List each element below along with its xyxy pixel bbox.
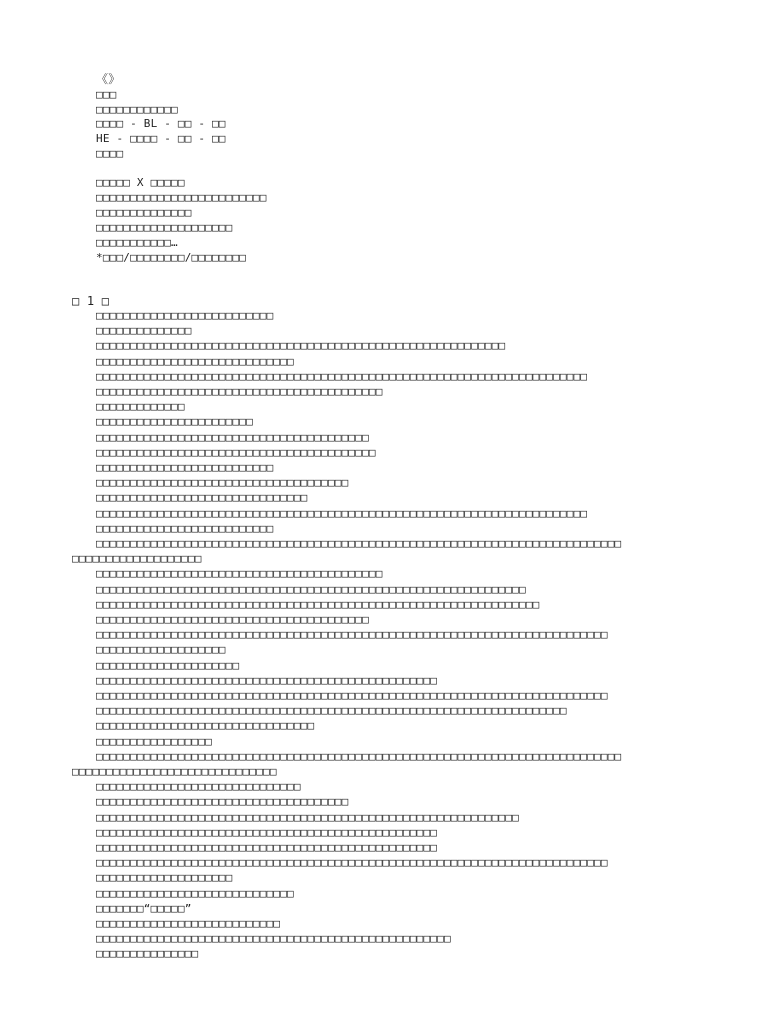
paragraph-line: □□□□□□□□□□□□□	[96, 400, 185, 414]
paragraph-line: □□□□□□□□□□□□□□	[96, 324, 192, 338]
summary-line: □□□□□ X □□□□□	[96, 176, 185, 189]
paragraph-line: □□□□□□□□□□□□□□□□□□□□□□□□□□□□□□□□□□□□□□□□□□□□□□□□□□□□□□□□□□□□□□□□□	[96, 597, 540, 611]
paragraph-line: □□□□□□□□□□□□□□□□□□□□	[96, 871, 233, 885]
summary-tags: *□□□/□□□□□□□□/□□□□□□□□	[96, 251, 247, 264]
summary-line: □□□□□□□□□□□□□□	[96, 206, 192, 219]
paragraph-line: □□□□□□□□□□□□□□□□□□□□□□□□□□□□□□□□□□□□□□□□□	[96, 445, 376, 459]
book-subtitle: □□□□□□□□□□□□	[96, 103, 178, 116]
paragraph-line: □□□□□□□“□□□□□”	[96, 901, 192, 915]
paragraph-line: □□□□□□□□□□□□□□□□□	[96, 734, 212, 748]
paragraph-line: □□□□□□□□□□□□□□□	[96, 947, 199, 961]
paragraph-line: □□□□□□□□□□□□□□□□□□□□□□□□□□□□□	[96, 886, 294, 900]
paragraph-line: □□□□□□□□□□□□□□□□□□□□□□□□□□□□□□□□	[96, 719, 315, 733]
paragraph-line: □□□□□□□□□□□□□□□□□□□□□□□□□□□□□□□□□□□□□	[96, 795, 349, 809]
paragraph-line: □□□□□□□□□□□□□□□□□□□□□□□□□□□□□	[96, 354, 294, 368]
paragraph-line: □□□□□□□□□□□□□□□□□□□□□□□□□□	[96, 309, 274, 322]
book-title-marks: 《》	[96, 72, 121, 86]
paragraph-line: □□□□□□□□□□□□□□□□□□□□□□□□□□□□□□□□□□□□□□□□□□	[96, 385, 383, 398]
book-tags-line: □□□□ - BL - □□ - □□	[96, 117, 226, 130]
paragraph-line: □□□□□□□□□□□□□□□□□□□□□□□□□□□□□□□□□□□□□□□□□□□□□□□□□□□□	[96, 932, 451, 946]
paragraph-line: □□□□□□□□□□□□□□□□□□□□□□□□□□□□□□□□□□□□□□□□□□□□□□□□□□□□□□□□□□□□□□□□□□□□□□□□□□□□□	[96, 749, 622, 763]
paragraph-line: □□□□□□□□□□□□□□□□□□□□□□□□□□□□□□□□□□□□□□□□□□□□□□□□□□□□□□□□□□□□□□□□□□□□□□□□□□□□□	[96, 537, 622, 550]
paragraph-line: □□□□□□□□□□□□□□□□□□□□□□□□□□□□□□□□□□□□□□□□□□	[96, 567, 383, 581]
book-title: □□□	[96, 88, 117, 101]
paragraph-line: □□□□□□□□□□□□□□□□□□□□□□□□□□□□□□□□□□□□□□□□□□□□□□□□□□	[96, 673, 438, 687]
book-genre-line: HE - □□□□ - □□ - □□	[96, 132, 226, 145]
chapter-title: □ 1 □	[72, 294, 110, 308]
paragraph-line: □□□□□□□□□□□□□□□□□□□□□□□□□□□□□□□□□□□□□□□□□□□□□□□□□□□□□□□□□□□□□□	[96, 810, 519, 824]
paragraph-line: □□□□□□□□□□□□□□□□□□□□□□□□□□□□□□□□□□□□□□□□□□□□□□□□□□□□□□□□□□□□□□□□□□□□□	[96, 704, 567, 718]
book-status: □□□□	[96, 147, 124, 160]
summary-line: □□□□□□□□□□□…	[96, 236, 178, 249]
summary-line: □□□□□□□□□□□□□□□□□□□□	[96, 221, 233, 234]
paragraph-line: □□□□□□□□□□□□□□□□□□□□□□□□□□□□□□□□□□□□□□□□□□□□□□□□□□□□□□□□□□□□□□□	[96, 582, 526, 596]
paragraph-line: □□□□□□□□□□□□□□□□□□□□□□□□□□□□□□□□□□□□□	[96, 476, 349, 490]
paragraph-line: □□□□□□□□□□□□□□□□□□□□□□□□□□□□□□□□□□□□□□□□	[96, 613, 369, 626]
paragraph-line: □□□□□□□□□□□□□□□□□□□□□□□□□□	[96, 461, 274, 474]
paragraph-line: □□□□□□□□□□□□□□□□□□□□□□□	[96, 415, 253, 429]
paragraph-line: □□□□□□□□□□□□□□□□□□□	[72, 552, 202, 566]
paragraph-line: □□□□□□□□□□□□□□□□□□□□□□□□□□□□□□□□□□□□□□□□	[96, 430, 369, 444]
paragraph-line: □□□□□□□□□□□□□□□□□□□□□	[96, 658, 240, 672]
paragraph-line: □□□□□□□□□□□□□□□□□□□□□□□□□□□□□□□□□□□□□□□□□□□□□□□□□□□□□□□□□□□□□□□□□□□□□□□□□□□	[96, 856, 608, 870]
paragraph-line: □□□□□□□□□□□□□□□□□□□□□□□□□□□□□□□□□□□□□□□□□□□□□□□□□□	[96, 841, 438, 854]
paragraph-line: □□□□□□□□□□□□□□□□□□□□□□□□□□□□□□□□□□□□□□□□□□□□□□□□□□□□□□□□□□□□□□□□□□□□□□□□	[96, 369, 588, 383]
paragraph-line: □□□□□□□□□□□□□□□□□□□□□□□□□□□	[96, 917, 281, 930]
summary-line: □□□□□□□□□□□□□□□□□□□□□□□□□	[96, 191, 267, 204]
paragraph-line: □□□□□□□□□□□□□□□□□□□□□□□□□□□□□□□□□□□□□□□□□□□□□□□□□□□□□□□□□□□□□□□□□□□□□□□□□□□	[96, 628, 608, 642]
paragraph-line: □□□□□□□□□□□□□□□□□□□□□□□□□□□□□□	[72, 765, 277, 778]
paragraph-line: □□□□□□□□□□□□□□□□□□□□□□□□□□□□□□□□□□□□□□□□□□□□□□□□□□□□□□□□□□□□□□□□□□□□□□□□□□□	[96, 689, 608, 702]
paragraph-line: □□□□□□□□□□□□□□□□□□□□□□□□□□□□□□□□□□□□□□□□□□□□□□□□□□	[96, 825, 438, 839]
paragraph-line: □□□□□□□□□□□□□□□□□□□□□□□□□□	[96, 521, 274, 535]
paragraph-line: □□□□□□□□□□□□□□□□□□□□□□□□□□□□□□□	[96, 491, 308, 505]
paragraph-line: □□□□□□□□□□□□□□□□□□□□□□□□□□□□□□□□□□□□□□□□□□□□□□□□□□□□□□□□□□□□	[96, 339, 506, 353]
paragraph-line: □□□□□□□□□□□□□□□□□□□□□□□□□□□□□□	[96, 780, 301, 794]
paragraph-line: □□□□□□□□□□□□□□□□□□□□□□□□□□□□□□□□□□□□□□□□□□□□□□□□□□□□□□□□□□□□□□□□□□□□□□□□	[96, 506, 588, 520]
paragraph-line: □□□□□□□□□□□□□□□□□□□	[96, 643, 226, 657]
